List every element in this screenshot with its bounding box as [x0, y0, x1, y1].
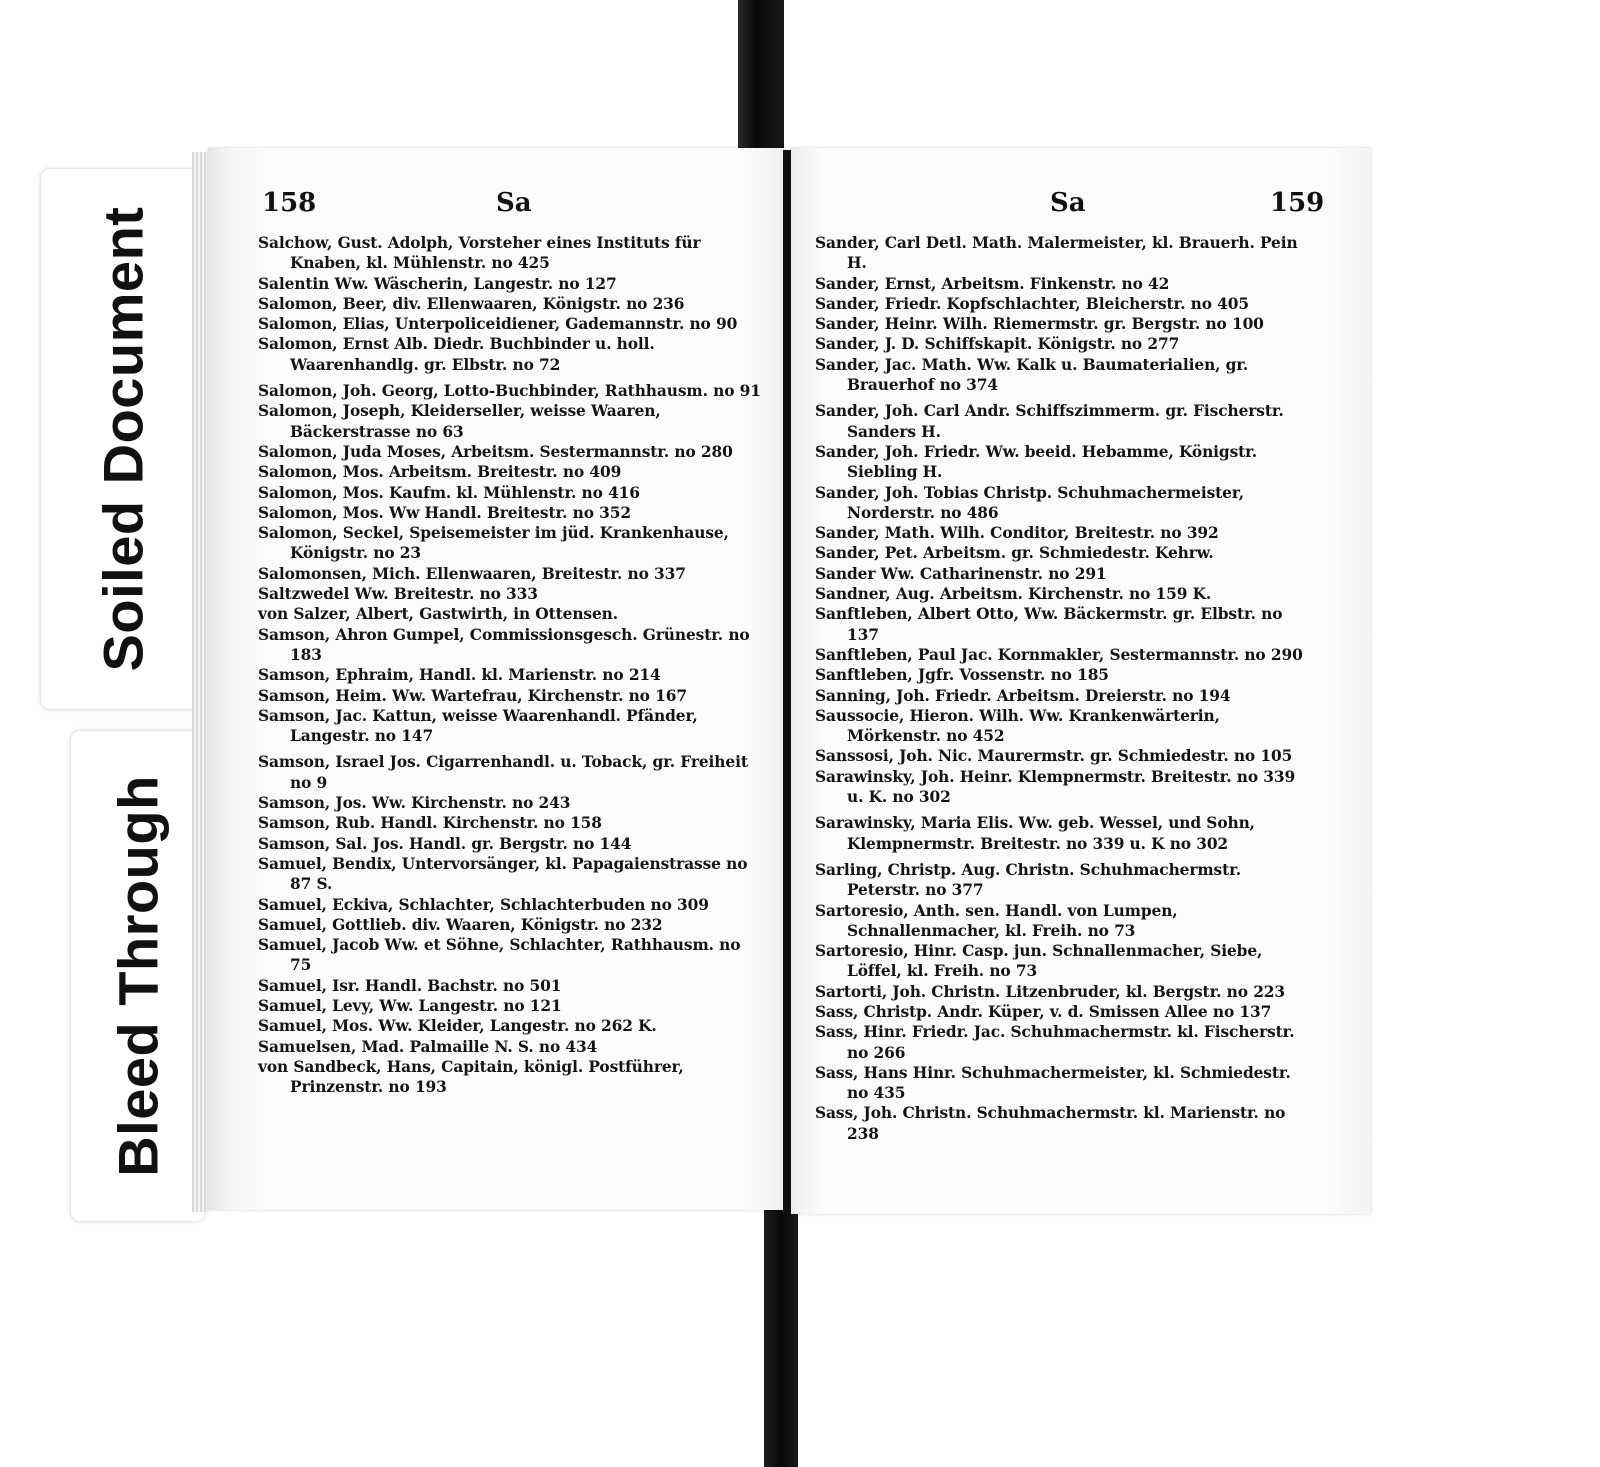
directory-entry: Sander, Jac. Math. Ww. Kalk u. Baumaterialien, gr. Brauerhof no 374: [815, 355, 1249, 395]
directory-entry: Sarling, Christp. Aug. Christn. Schuhmachermstr. Peterstr. no 377: [815, 860, 1241, 900]
directory-entry: Salomon, Joh. Georg, Lotto-Buchbinder, Rathhausm. no 91: [258, 382, 761, 401]
directory-entry: Salomon, Seckel, Speisemeister im jüd. Krankenhause, Königstr. no 23: [258, 524, 729, 563]
left-directory-entries: [258, 233, 762, 1097]
directory-entry: Sartoresio, Hinr. Casp. jun. Schnallenmacher, Siebe, Löffel, kl. Freih. no 73: [815, 942, 1263, 981]
directory-entry: Samuel, Levy, Ww. Langestr. no 121: [258, 996, 562, 1015]
left-section-heading: Sa: [496, 188, 532, 218]
directory-entry: Sanftleben, Paul Jac. Kornmakler, Sestermannstr. no 290: [815, 645, 1303, 664]
directory-entry: Sander, Joh. Carl Andr. Schiffszimmerm. gr. Fischerstr. Sanders H.: [815, 402, 1284, 441]
directory-entry: Salomon, Mos. Ww Handl. Breitestr. no 352: [258, 503, 631, 522]
directory-entry: Samuel, Jacob Ww. et Söhne, Schlachter, Rathhausm. no 75: [258, 936, 741, 975]
directory-entry: Sander, Math. Wilh. Conditor, Breitestr. no 392: [815, 524, 1219, 543]
soiled-document-label: Soiled Document: [91, 206, 155, 672]
directory-entry: Salentin Ww. Wäscherin, Langestr. no 127: [258, 274, 617, 293]
directory-entry: Salomonsen, Mich. Ellenwaaren, Breitestr. no 337: [258, 564, 686, 583]
directory-entry: Sanssosi, Joh. Nic. Maurermstr. gr. Schmiedestr. no 105: [815, 747, 1293, 766]
directory-entry: Samuel, Mos. Ww. Kleider, Langestr. no 262 K.: [258, 1017, 657, 1036]
directory-entry: Samson, Rub. Handl. Kirchenstr. no 158: [258, 814, 602, 833]
directory-entry: Sanftleben, Jgfr. Vossenstr. no 185: [815, 666, 1109, 685]
directory-entry: Sandner, Aug. Arbeitsm. Kirchenstr. no 159 K.: [815, 585, 1212, 604]
directory-entry: Sass, Hinr. Friedr. Jac. Schuhmachermstr. kl. Fischerstr. no 266: [815, 1023, 1295, 1062]
directory-entry: Samson, Sal. Jos. Handl. gr. Bergstr. no 144: [258, 834, 632, 853]
directory-entry: Samson, Jos. Ww. Kirchenstr. no 243: [258, 794, 571, 813]
directory-entry: Saltzwedel Ww. Breitestr. no 333: [258, 585, 538, 604]
book-gutter: [783, 150, 791, 1215]
directory-entry: von Salzer, Albert, Gastwirth, in Ottensen.: [258, 605, 619, 624]
directory-entry: Samuel, Eckiva, Schlachter, Schlachterbuden no 309: [258, 895, 709, 914]
directory-entry: Samson, Heim. Ww. Wartefrau, Kirchenstr. no 167: [258, 686, 687, 705]
directory-entry: Samson, Ephraim, Handl. kl. Marienstr. no 214: [258, 666, 661, 685]
directory-entry: von Sandbeck, Hans, Capitain, königl. Postführer, Prinzenstr. no 193: [258, 1057, 684, 1097]
book-spine-top: [738, 0, 784, 155]
bleed-label-card: [70, 730, 206, 1222]
directory-entry: Sander, Joh. Friedr. Ww. beeid. Hebamme, Königstr. Siebling H.: [815, 442, 1258, 482]
directory-entry: Salchow, Gust. Adolph, Vorsteher eines Instituts für Knaben, kl. Mühlenstr. no 425: [258, 234, 701, 273]
directory-entry: Samuelsen, Mad. Palmaille N. S. no 434: [258, 1037, 598, 1056]
directory-entry: Salomon, Joseph, Kleiderseller, weisse Waaren, Bäckerstrasse no 63: [258, 402, 661, 441]
directory-entry: Sarawinsky, Maria Elis. Ww. geb. Wessel, und Sohn, Klempnermstr. Breitestr. no 339 u. K no 302: [815, 814, 1255, 853]
directory-entry: Salomon, Juda Moses, Arbeitsm. Sestermannstr. no 280: [258, 442, 733, 461]
directory-entry: Samuel, Bendix, Untervorsänger, kl. Papagaienstrasse no 87 S.: [258, 854, 748, 894]
directory-entry: Sanning, Joh. Friedr. Arbeitsm. Dreierstr. no 194: [815, 686, 1231, 705]
directory-entry: Sass, Christp. Andr. Küper, v. d. Smissen Allee no 137: [815, 1002, 1272, 1021]
directory-entry: Sass, Hans Hinr. Schuhmachermeister, kl. Schmiedestr. no 435: [815, 1063, 1291, 1103]
directory-entry: Sander, Friedr. Kopfschlachter, Bleicherstr. no 405: [815, 294, 1249, 313]
directory-entry: Sander, Ernst, Arbeitsm. Finkenstr. no 42: [815, 274, 1170, 293]
directory-entry: Sanftleben, Albert Otto, Ww. Bäckermstr. gr. Elbstr. no 137: [815, 605, 1283, 644]
directory-entry: Sander Ww. Catharinenstr. no 291: [815, 564, 1107, 583]
bleed-through-label: Bleed Through: [106, 775, 170, 1177]
directory-entry: Samuel, Gottlieb. div. Waaren, Königstr. no 232: [258, 915, 663, 934]
directory-entry: Salomon, Beer, div. Ellenwaaren, Königstr. no 236: [258, 294, 685, 313]
directory-entry: Salomon, Mos. Arbeitsm. Breitestr. no 409: [258, 463, 622, 482]
directory-entry: Sartoresio, Anth. sen. Handl. von Lumpen, Schnallenmacher, kl. Freih. no 73: [815, 901, 1178, 940]
right-section-heading: Sa: [1050, 188, 1086, 218]
directory-entry: Saussocie, Hieron. Wilh. Ww. Krankenwärterin, Mörkenstr. no 452: [815, 706, 1220, 746]
directory-entry: Sass, Joh. Christn. Schuhmachermstr. kl. Marienstr. no 238: [815, 1104, 1286, 1143]
directory-entry: Samson, Israel Jos. Cigarrenhandl. u. Toback, gr. Freiheit no 9: [258, 753, 748, 792]
directory-entry: Samson, Ahron Gumpel, Commissionsgesch. Grünestr. no 183: [258, 625, 750, 664]
directory-entry: Samuel, Isr. Handl. Bachstr. no 501: [258, 976, 562, 995]
directory-entry: Sander, Joh. Tobias Christp. Schuhmachermeister, Norderstr. no 486: [815, 483, 1244, 522]
soiled-label-card: [40, 168, 206, 710]
directory-entry: Salomon, Elias, Unterpoliceidiener, Gademannstr. no 90: [258, 315, 738, 334]
page-stack-edge: [192, 152, 208, 1212]
right-directory-entries: [815, 233, 1315, 1144]
directory-entry: Sander, Heinr. Wilh. Riemermstr. gr. Bergstr. no 100: [815, 315, 1264, 334]
directory-entry: Sander, Pet. Arbeitsm. gr. Schmiedestr. Kehrw.: [815, 544, 1214, 563]
left-page-number: 158: [262, 188, 317, 218]
directory-entry: Sarawinsky, Joh. Heinr. Klempnermstr. Breitestr. no 339 u. K. no 302: [815, 767, 1296, 807]
right-page-number: 159: [1270, 188, 1325, 218]
directory-entry: Sander, J. D. Schiffskapit. Königstr. no 277: [815, 335, 1180, 354]
directory-entry: Sartorti, Joh. Christn. Litzenbruder, kl. Bergstr. no 223: [815, 982, 1286, 1001]
directory-entry: Salomon, Mos. Kaufm. kl. Mühlenstr. no 416: [258, 483, 640, 502]
directory-entry: Samson, Jac. Kattun, weisse Waarenhandl. Pfänder, Langestr. no 147: [258, 706, 698, 746]
directory-entry: Salomon, Ernst Alb. Diedr. Buchbinder u. holl. Waarenhandlg. gr. Elbstr. no 72: [258, 335, 655, 374]
directory-entry: Sander, Carl Detl. Math. Malermeister, kl. Brauerh. Pein H.: [815, 234, 1298, 273]
book-spine-bottom: [764, 1205, 798, 1467]
